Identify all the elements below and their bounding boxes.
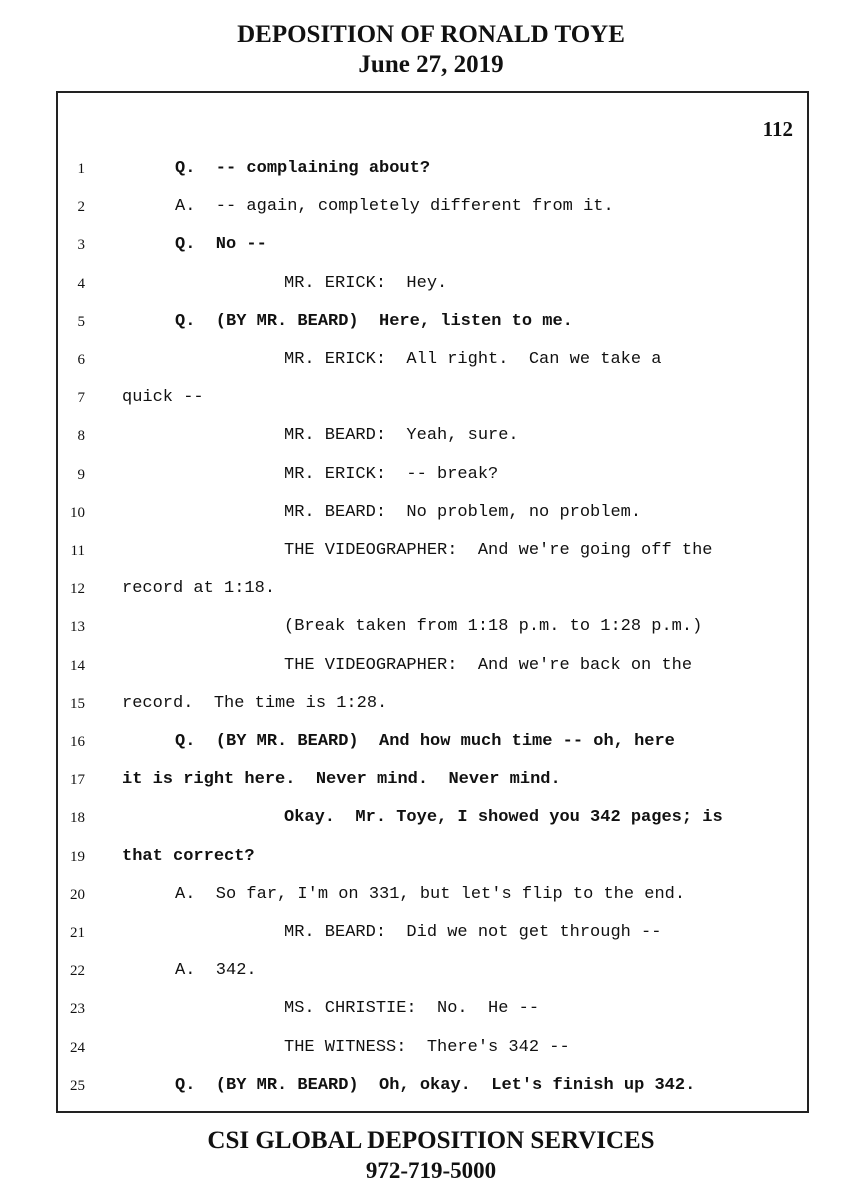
transcript-line [58,274,803,312]
line-number: 13 [70,619,85,636]
transcript-line [58,426,803,464]
transcript-line [58,732,803,770]
transcript-line [58,1038,803,1076]
line-number: 21 [70,925,85,941]
footer-company: CSI GLOBAL DEPOSITION SERVICES [207,1127,655,1154]
line-number: 14 [70,657,85,674]
line-number: 6 [77,352,85,368]
line-text: MR. BEARD: Did we not get through -- [284,923,662,942]
line-text: THE VIDEOGRAPHER: And we're back on the [284,655,693,675]
document-footer [0,1126,862,1186]
line-number: 20 [70,886,85,903]
page-number: 112 [762,117,793,141]
line-text: MR. ERICK: All right. Can we take a [284,350,662,369]
line-number: 5 [77,313,85,330]
transcript-line [58,656,803,694]
line-text: Q. (BY MR. BEARD) And how much time -- oh, here [175,732,675,751]
transcript-line [58,541,803,579]
line-number: 25 [70,1077,85,1094]
line-text: THE WITNESS: There's 342 -- [284,1037,570,1057]
transcript-line [58,999,803,1037]
line-text: quick -- [122,388,204,408]
transcript-line [58,885,803,923]
transcript-line [58,847,803,885]
line-number: 3 [77,237,85,254]
transcript-line [58,961,803,999]
line-number: 7 [77,390,85,407]
line-text: MR. ERICK: Hey. [284,273,448,293]
line-text: Q. (BY MR. BEARD) Here, listen to me. [175,311,573,331]
line-text: Q. -- complaining about? [175,159,431,178]
transcript-page [56,91,809,1113]
line-text: Q. No -- [175,235,267,255]
line-text: MR. BEARD: No problem, no problem. [284,502,642,522]
line-text: record at 1:18. [122,579,276,599]
transcript-line [58,808,803,846]
line-text: A. 342. [175,961,257,981]
line-number: 24 [70,1039,85,1056]
line-text: MR. BEARD: Yeah, sure. [284,426,519,446]
transcript-line [58,923,803,961]
transcript-line [58,694,803,732]
line-text: that correct? [122,846,255,866]
transcript-line [58,465,803,503]
line-number: 10 [70,504,85,521]
line-number: 12 [70,581,85,598]
transcript-line [58,770,803,808]
document-header [0,20,862,80]
line-number: 1 [77,161,85,177]
transcript-line [58,235,803,273]
deposition-date: June 27, 2019 [358,51,504,78]
line-text: it is right here. Never mind. Never mind. [122,770,561,790]
line-number: 15 [70,695,85,712]
footer-phone: 972-719-5000 [365,1158,497,1183]
transcript-line [58,579,803,617]
line-number: 19 [70,848,85,865]
transcript-line [58,312,803,350]
transcript-line [58,503,803,541]
line-number: 4 [77,275,85,292]
line-number: 2 [77,199,85,216]
line-number: 8 [77,428,85,445]
line-text: record. The time is 1:28. [122,693,388,713]
line-number: 9 [77,466,85,483]
line-number: 23 [70,1001,85,1018]
line-text: (Break taken from 1:18 p.m. to 1:28 p.m.) [284,617,703,637]
transcript-line [58,159,803,197]
line-text: Q. (BY MR. BEARD) Oh, okay. Let's finish up 342. [175,1075,696,1095]
line-number: 11 [70,543,85,559]
line-text: THE VIDEOGRAPHER: And we're going off the [284,541,713,560]
transcript-line [58,197,803,235]
line-text: Okay. Mr. Toye, I showed you 342 pages; is [284,808,723,828]
transcript-line [58,350,803,388]
line-number: 17 [70,772,85,789]
line-text: A. So far, I'm on 331, but let's flip to the end. [175,884,686,904]
transcript-line [58,617,803,655]
line-text: MS. CHRISTIE: No. He -- [284,999,540,1019]
line-text: A. -- again, completely different from it. [175,197,614,217]
transcript-line [58,1076,803,1114]
line-number: 18 [70,810,85,827]
deposition-title: DEPOSITION OF RONALD TOYE [237,21,625,48]
transcript-line [58,388,803,426]
line-number: 16 [70,734,85,750]
line-text: MR. ERICK: -- break? [284,464,499,484]
line-number: 22 [70,963,85,980]
